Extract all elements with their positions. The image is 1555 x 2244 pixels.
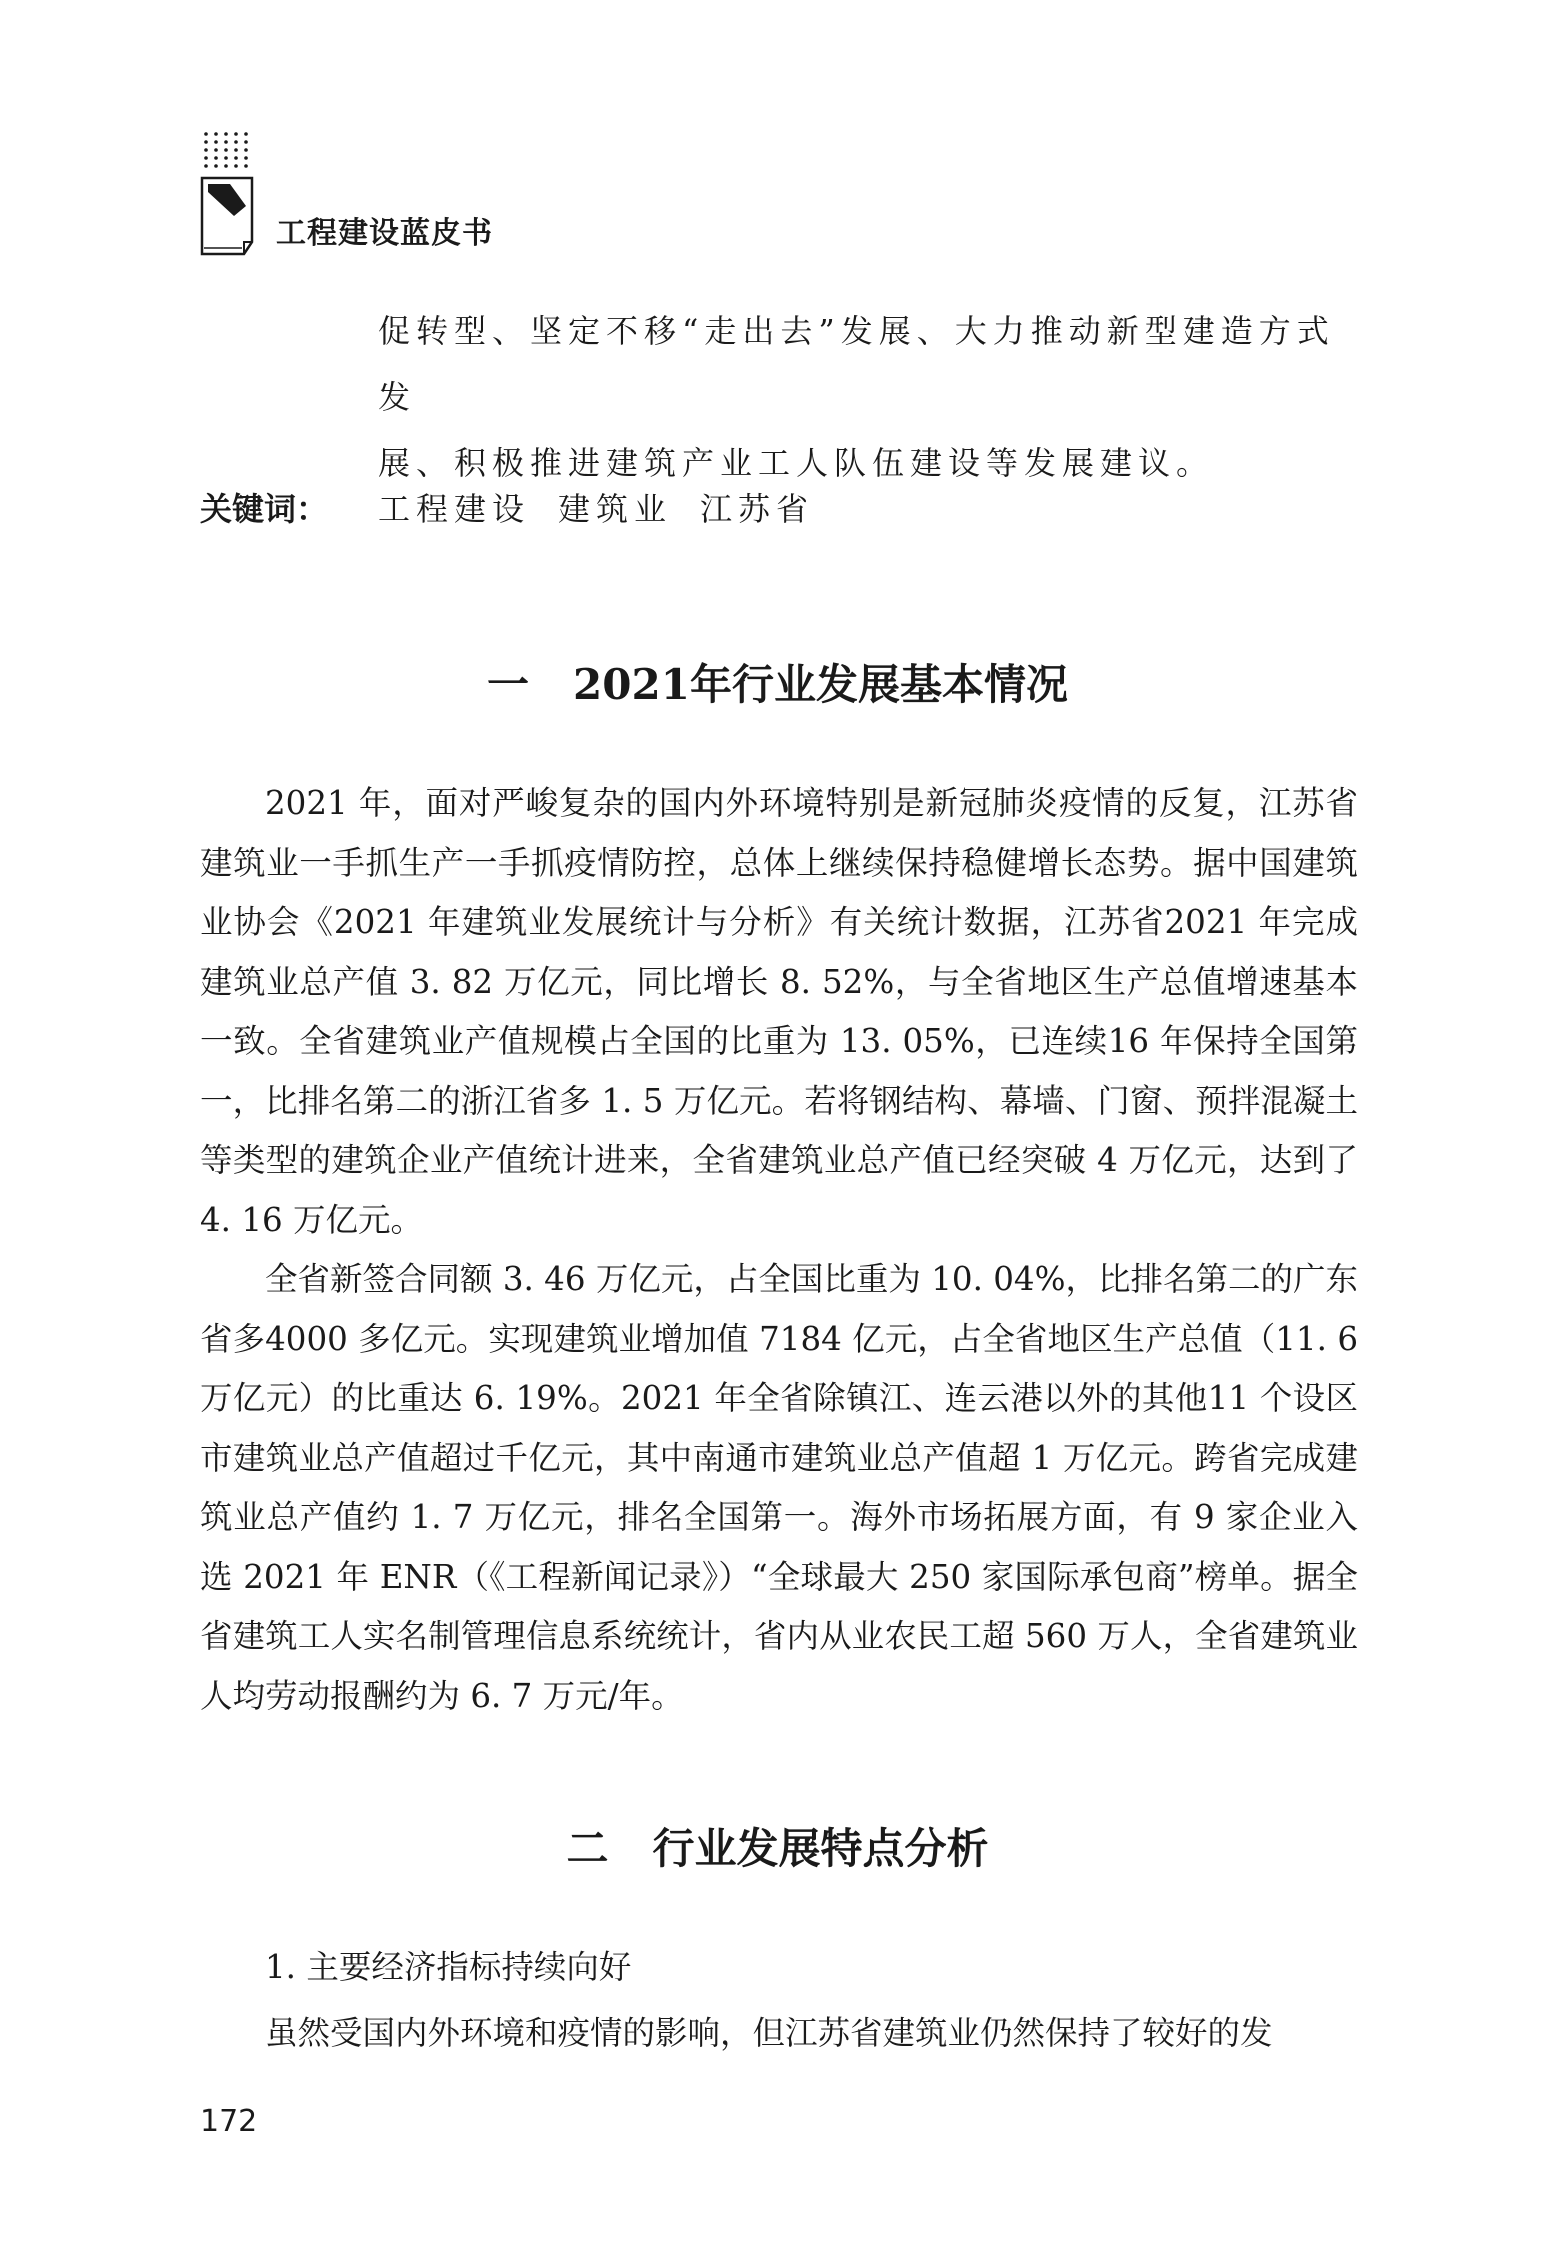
abstract-line: 展、积极推进建筑产业工人队伍建设等发展建议。 [378,444,1215,482]
book-title: 工程建设蓝皮书 [276,216,493,251]
paragraph: 2021 年，面对严峻复杂的国内外环境特别是新冠肺炎疫情的反复，江苏省建筑业一手抓生产一手抓疫情防控，总体上继续保持稳健增长态势。据中国建筑业协会《2021 年建筑业发展统计与分析》有关统计数据，江苏省2021 年完成建筑业总产值 3. 82 万亿元，同比增长 8. 52%，与全省地区生产总值增速基本一致。全省建筑业产值规模占全国的比重为 13. 05%，已连续16 年保持全国第一，比排名第二的浙江省多 1. 5 万亿元。若将钢结构、幕墙、门窗、预拌混凝土等类型的建筑企业产值统计进来，全省建筑业总产值已经突破 4 万亿元，达到了 4. 16 万亿元。 [200,784,1358,1239]
keywords-label: 关键词： [200,490,329,528]
paragraph: 虽然受国内外环境和疫情的影响，但江苏省建筑业仍然保持了较好的发 [265,2014,1273,2052]
section-heading [200,1816,1355,1876]
keyword: 建筑业 [558,490,673,528]
keyword: 江苏省 [700,490,815,528]
section-body [200,774,1358,1726]
page-number: 172 [200,2104,258,2139]
paragraph: 全省新签合同额 3. 46 万亿元，占全国比重为 10. 04%，比排名第二的广东省多4000 多亿元。实现建筑业增加值 7184 亿元，占全省地区生产总值（11. 6 万亿元）的比重达 6. 19%。2021 年全省除镇江、连云港以外的其他11 个设区市建筑业总产值超过千亿元，其中南通市建筑业总产值超 1 万亿元。跨省完成建筑业总产值约 1. 7 万亿元，排名全国第一。海外市场拓展方面，有 9 家企业入选 2021 年 ENR（《工程新闻记录》）“全球最大 250 家国际承包商”榜单。据全省建筑工人实名制管理信息系统统计，省内从业农民工超 560 万人，全省建筑业人均劳动报酬约为 6. 7 万元/年。 [200,1260,1358,1715]
section-heading [200,652,1355,712]
abstract [378,298,1358,496]
abstract-line: 促转型、坚定不移“走出去”发展、大力推动新型建造方式发 [378,312,1335,416]
section-title: 行业发展特点分析 [652,1824,989,1873]
section-title: 2021年行业发展基本情况 [573,660,1068,709]
book-logo-icon [200,130,260,260]
subsection-title: 1. 主要经济指标持续向好 [265,1948,632,1986]
section-number: 二 [566,1824,609,1873]
section-number: 一 [487,660,530,709]
keywords [200,486,842,532]
keyword: 工程建设 [378,490,531,528]
